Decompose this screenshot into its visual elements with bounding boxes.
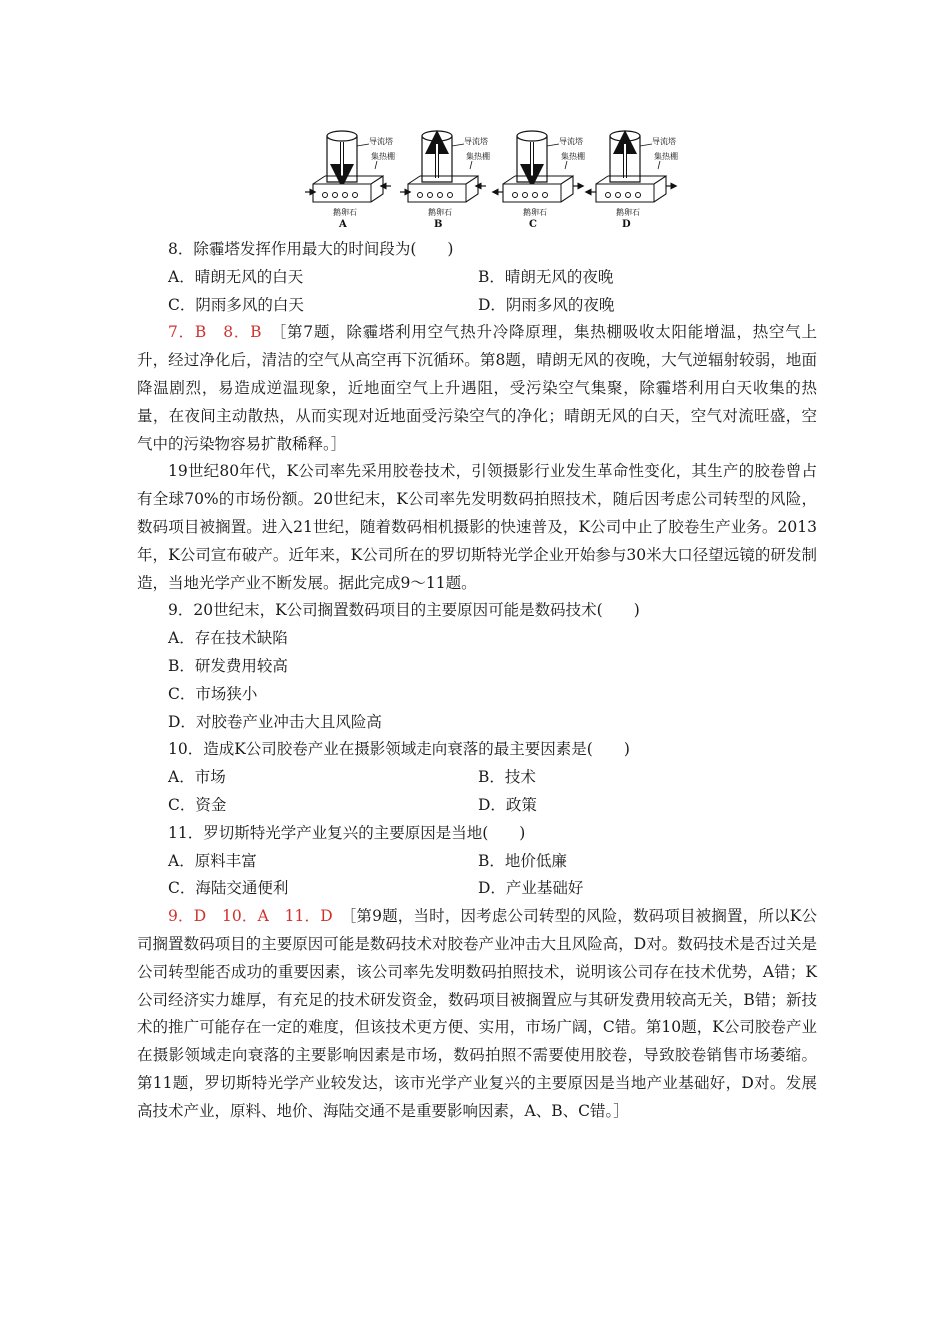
question-8-options-row-1 <box>137 264 817 292</box>
q10-option-b: B．技术 <box>478 768 536 787</box>
label-stones: 鹅卵石 <box>616 208 640 217</box>
label-stones: 鹅卵石 <box>523 208 547 217</box>
document-body <box>137 236 817 1126</box>
panel-a <box>305 131 395 230</box>
answer-key-7-8: 7．B 8．B <box>168 323 262 342</box>
label-tower: 导流塔 <box>369 137 393 146</box>
label-shed: 集热棚 <box>654 152 678 161</box>
q8-option-b: B．晴朗无风的夜晚 <box>478 267 614 286</box>
q11-option-b: B．地价低廉 <box>478 851 567 870</box>
answer-explanation-9-11: ［第9题，当时，因考虑公司转型的风险，数码项目被搁置，所以K公司搁置数码项目的主要原因可能是数码技术对胶卷产业冲击大且风险高，D对。数码技术是否过关是公司转型能否成功的重要因素，该公司率先发明数码拍照技术，说明该公司存在技术优势，A错；K公司经济实力雄厚，有充足的技术研发资金，数码项目被搁置应与其研发费用较高无关，B错；新技术的推广可能存在一定的难度，但该技术更方便、实用，市场广阔，C错。第10题，K公司胶卷产业在摄影领域走向衰落的主要影响因素是市场，数码拍照不需要使用胶卷，导致胶卷销售市场萎缩。第11题，罗切斯特光学产业较发达，该市光学产业复兴的主要原因是当地产业基础好，D对。发展高技术产业，原料、地价、海陆交通不是重要影响因素，A、B、C错。］ <box>137 907 817 1120</box>
question-10-options-row-1 <box>137 764 817 792</box>
q11-option-a: A．原料丰富 <box>168 851 257 870</box>
panel-b <box>400 131 490 230</box>
label-tower: 导流塔 <box>464 137 488 146</box>
panel-letter: C <box>529 219 537 230</box>
question-10-options-row-2 <box>137 792 817 820</box>
answer-key-9-11: 9．D 10．A 11．D <box>168 907 333 926</box>
q8-option-d: D．阴雨多风的夜晚 <box>478 295 615 314</box>
q9-option-a: A．存在技术缺陷 <box>168 629 288 648</box>
q11-option-d: D．产业基础好 <box>478 879 584 898</box>
q10-option-a: A．市场 <box>168 768 226 787</box>
panel-letter: A <box>339 219 347 230</box>
question-8-options-row-2 <box>137 292 817 320</box>
q8-option-c: C．阴雨多风的白天 <box>168 295 304 314</box>
panel-letter: D <box>622 219 631 230</box>
q8-option-a: A．晴朗无风的白天 <box>168 267 304 286</box>
question-11-options-row-2 <box>137 875 817 903</box>
q9-option-b: B．研发费用较高 <box>168 656 288 675</box>
answer-7-8 <box>137 319 817 458</box>
smog-tower-diagram <box>305 124 685 236</box>
q10-option-d: D．政策 <box>478 795 537 814</box>
q9-option-d: D．对胶卷产业冲击大且风险高 <box>168 712 382 731</box>
question-10-stem: 10．造成K公司胶卷产业在摄影领域走向衰落的最主要因素是( ) <box>168 740 630 759</box>
label-shed: 集热棚 <box>561 152 585 161</box>
q10-option-c: C．资金 <box>168 795 227 814</box>
label-shed: 集热棚 <box>466 152 490 161</box>
label-shed: 集热棚 <box>371 152 395 161</box>
label-tower: 导流塔 <box>559 137 583 146</box>
question-8-stem: 8．除霾塔发挥作用最大的时间段为( ) <box>168 240 454 258</box>
question-11-stem: 11．罗切斯特光学产业复兴的主要原因是当地( ) <box>168 823 526 842</box>
panel-c <box>495 131 585 230</box>
question-11-options-row-1 <box>137 848 817 876</box>
q9-option-c: C．市场狭小 <box>168 684 258 703</box>
label-tower: 导流塔 <box>652 137 676 146</box>
question-9-stem: 9．20世纪末，K公司搁置数码项目的主要原因可能是数码技术( ) <box>168 601 640 620</box>
reading-passage: 19世纪80年代，K公司率先采用胶卷技术，引领摄影行业发生革命性变化，其生产的胶卷曾占有全球70%的市场份额。20世纪末，K公司率先发明数码拍照技术，随后因考虑公司转型的风险，数码项目被搁置。进入21世纪，随着数码相机摄影的快速普及，K公司中止了胶卷生产业务。2013年，K公司宣布破产。近年来，K公司所在的罗切斯特光学企业开始参与30米大口径望远镜的研发制造，当地光学产业不断发展。据此完成9～11题。 <box>137 462 817 592</box>
label-stones: 鹅卵石 <box>333 208 357 217</box>
label-stones: 鹅卵石 <box>428 208 452 217</box>
answer-9-11 <box>137 903 817 1125</box>
answer-explanation-7-8: ［第7题，除霾塔利用空气热升冷降原理，集热棚吸收太阳能增温，热空气上升，经过净化后，清洁的空气从高空再下沉循环。第8题，晴朗无风的夜晚，大气逆辐射较弱，地面降温剧烈，易造成逆温现象，近地面空气上升遇阻，受污染空气集聚，除霾塔利用白天收集的热量，在夜间主动散热，从而实现对近地面受污染空气的净化；晴朗无风的白天，空气对流旺盛，空气中的污染物容易扩散稀释。］ <box>137 323 817 453</box>
q11-option-c: C．海陆交通便利 <box>168 879 289 898</box>
panel-letter: B <box>434 219 443 230</box>
panel-d <box>588 131 678 230</box>
